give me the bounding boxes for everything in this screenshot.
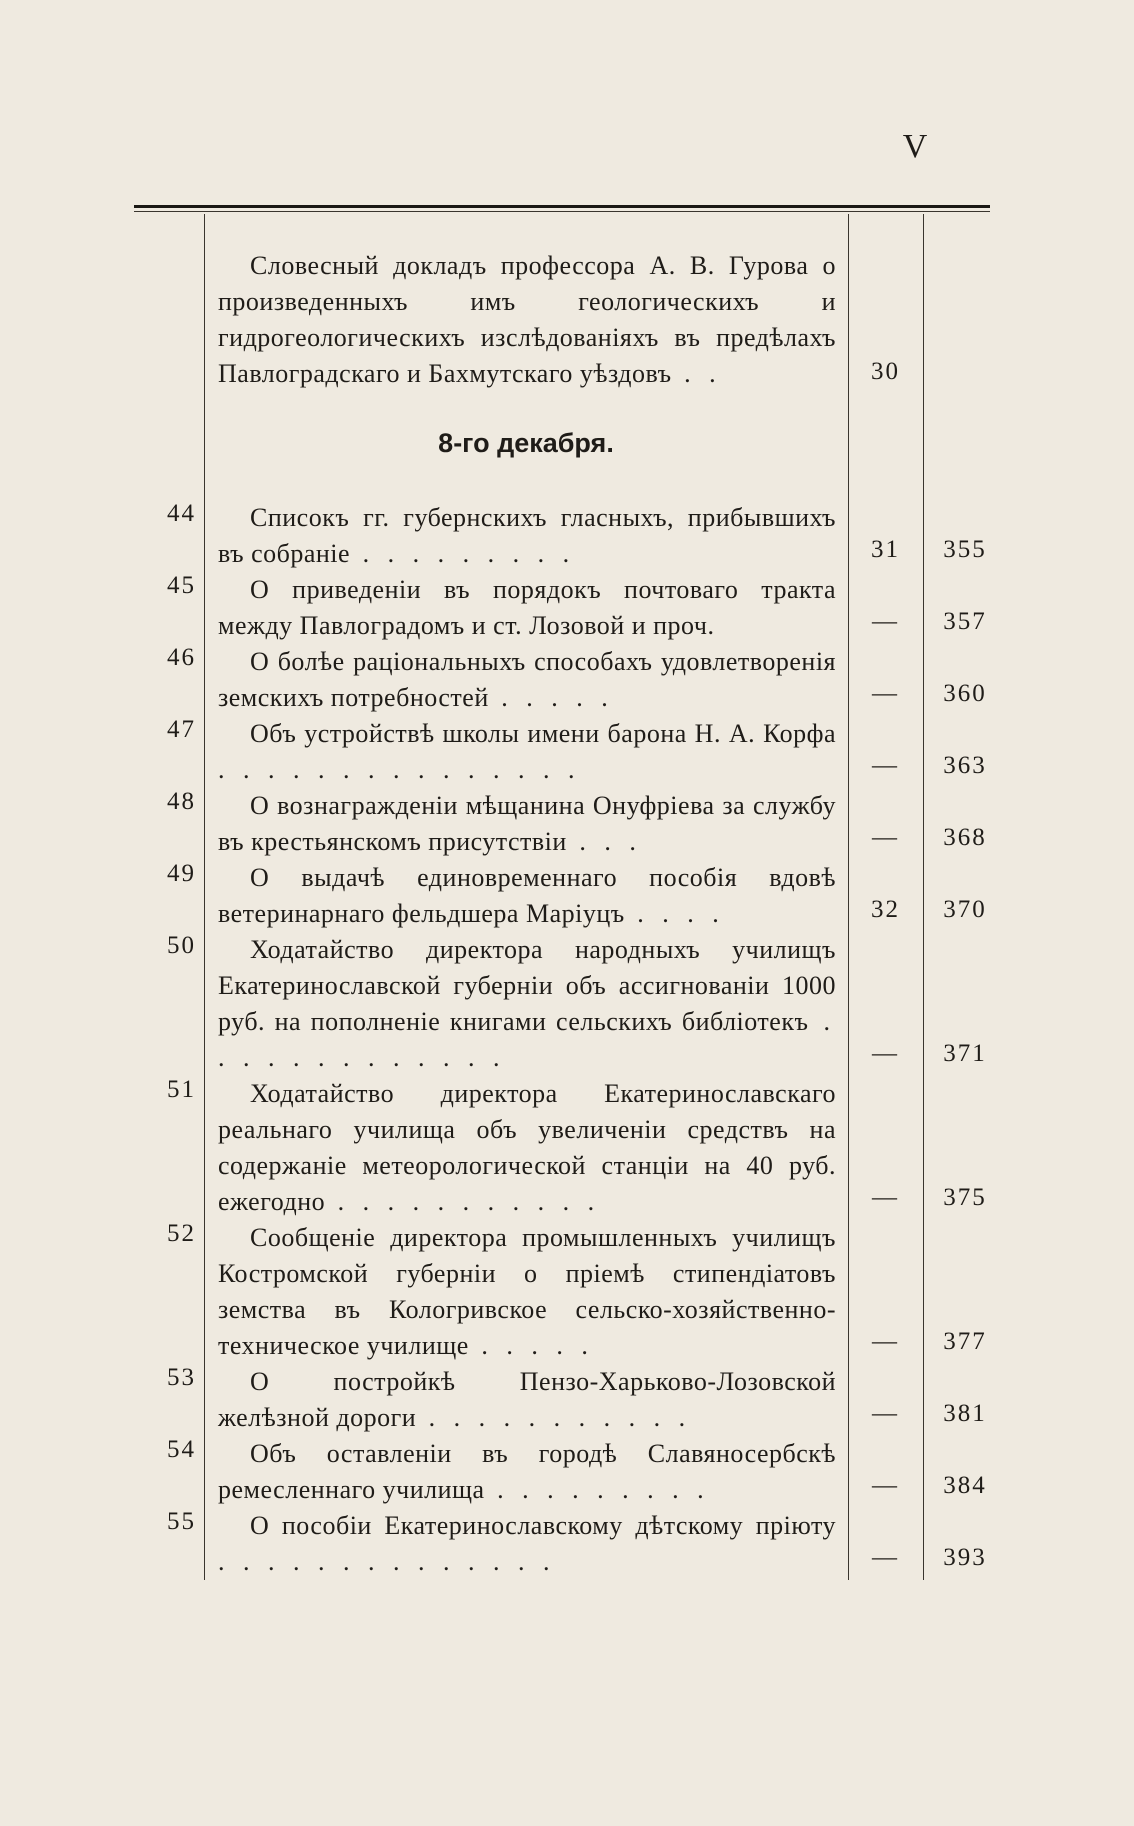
entry-col3: 32	[871, 896, 900, 923]
page-number: V	[902, 128, 928, 165]
entry-col4: 381	[943, 1400, 987, 1427]
entry-col4: 377	[943, 1328, 987, 1355]
entry-text: Объ устройствѣ школы имени барона Н. А. Корфа . . . . . . . . . . . . . . .	[218, 719, 836, 784]
entry-text: О приведеніи въ порядокъ почтоваго тракта между Павлоградомъ и ст. Лозовой и проч.	[218, 575, 836, 640]
entry-col3: —	[872, 1400, 899, 1427]
entry-number: 45	[167, 572, 196, 599]
entry-text: О постройкѣ Пензо-Харьково-Лозовской желѣзной дороги . . . . . . . . . . .	[218, 1367, 836, 1432]
entry-number: 47	[167, 716, 196, 743]
entry-col4: 360	[943, 680, 987, 707]
entry-text: О пособіи Екатеринославскому дѣтскому пріюту . . . . . . . . . . . . . .	[218, 1511, 836, 1576]
entry-text: О выдачѣ единовременнаго пособія вдовѣ ветеринарнаго фельдшера Маріуцъ . . . .	[218, 863, 836, 928]
entry-text: О вознагражденіи мѣщанина Онуфріева за службу въ крестьянскомъ присутствіи . . .	[218, 791, 836, 856]
entry-text: Списокъ гг. губернскихъ гласныхъ, прибывшихъ въ собраніе . . . . . . . . .	[218, 503, 836, 568]
entry-col4: 370	[943, 896, 987, 923]
entry-number: 49	[167, 860, 196, 887]
entry-number: 52	[167, 1220, 196, 1247]
top-rule-thin	[134, 211, 990, 212]
entry-number: 46	[167, 644, 196, 671]
entry-number: 55	[167, 1508, 196, 1535]
column-divider-1	[204, 214, 205, 1580]
entry-text: Ходатайство директора народныхъ училищъ Екатеринославской губерніи объ ассигнованіи 1000 руб. на пополненіе книгами сельскихъ библіотекъ . . . . . . . . . . . . .	[218, 935, 836, 1072]
entry-number: 51	[167, 1076, 196, 1103]
entry-col4: 368	[943, 824, 987, 851]
entry-col3: —	[872, 1544, 899, 1571]
entry-number: 50	[167, 932, 196, 959]
entry-col4: 371	[943, 1040, 987, 1067]
entry-col4: 375	[943, 1184, 987, 1211]
entry-text: О болѣе раціональныхъ способахъ удовлетворенія земскихъ потребностей . . . . .	[218, 647, 836, 712]
entry-col3: —	[872, 1184, 899, 1211]
entry-col3: —	[872, 752, 899, 779]
top-rule	[134, 205, 990, 208]
entry-col4: 384	[943, 1472, 987, 1499]
entry-col3: —	[872, 1472, 899, 1499]
entry-number: 53	[167, 1364, 196, 1391]
entry-col3: —	[872, 608, 899, 635]
entry-col3: —	[872, 1040, 899, 1067]
entry-col4: 363	[943, 752, 987, 779]
entry-text: Ходатайство директора Екатеринославскаго реальнаго училища объ увеличеніи средствъ на содержаніе метеорологической станціи на 40 руб. ежегодно . . . . . . . . . . .	[218, 1079, 836, 1216]
entry-col4: 357	[943, 608, 987, 635]
column-divider-3	[923, 214, 924, 1580]
entry-text: Объ оставленіи въ городѣ Славяносербскѣ ремесленнаго училища . . . . . . . . .	[218, 1439, 836, 1504]
entry-text: Сообщеніе директора промышленныхъ училищъ Костромской губерніи о пріемѣ стипендіатовъ земства въ Кологривское сельско-хозяйственно-техническое училище . . . . .	[218, 1223, 836, 1360]
entry-number: 44	[167, 500, 196, 527]
entry-number: 54	[167, 1436, 196, 1463]
entry-col4: 355	[943, 536, 987, 563]
column-divider-2	[848, 214, 849, 1580]
entry-col3: —	[872, 824, 899, 851]
entry-col3: 30	[871, 358, 900, 385]
entry-col3: 31	[871, 536, 900, 563]
entry-col3: —	[872, 1328, 899, 1355]
entry-col4: 393	[943, 1544, 987, 1571]
section-heading: 8-го декабря.	[438, 428, 614, 458]
entry-number: 48	[167, 788, 196, 815]
entry-col3: —	[872, 680, 899, 707]
entry-text: Словесный докладъ профессора А. В. Гурова о произведенныхъ имъ геологическихъ и гидрогеологическихъ изслѣдованіяхъ въ предѣлахъ Павлоградскаго и Бахмутскаго уѣздовъ . .	[218, 251, 836, 388]
